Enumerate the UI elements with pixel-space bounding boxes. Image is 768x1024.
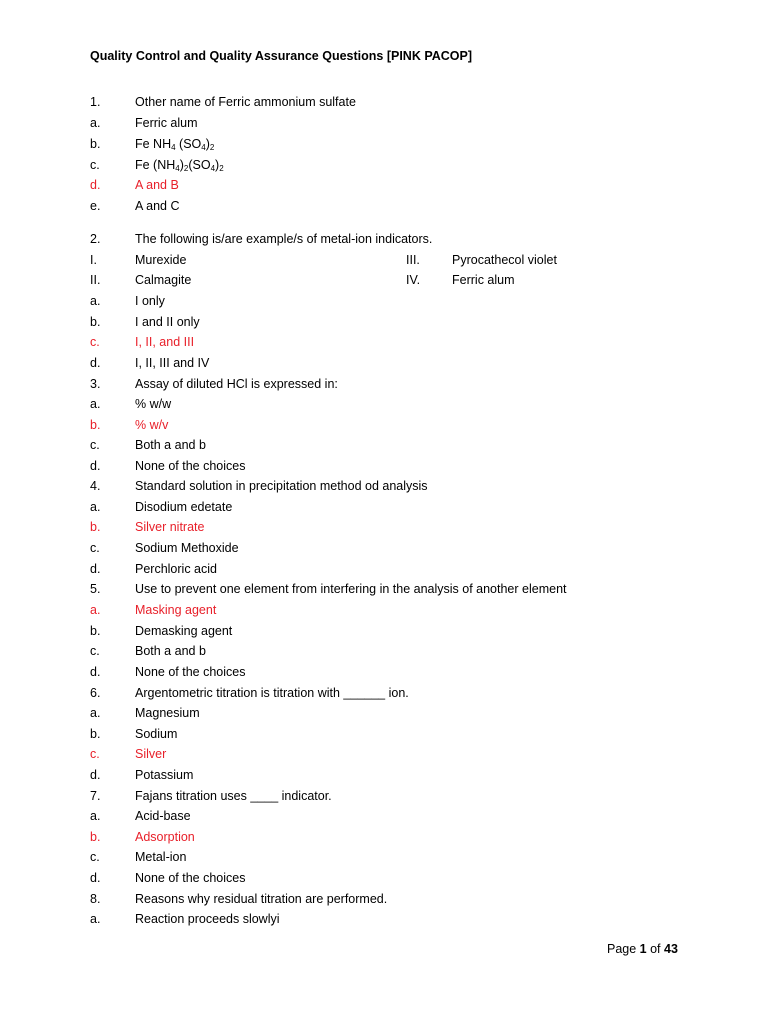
item-text: Adsorption: [135, 830, 195, 844]
item-marker: c.: [90, 438, 100, 452]
item-marker: a.: [90, 116, 101, 130]
item-marker-col2: IV.: [406, 273, 421, 287]
item-marker: 1.: [90, 95, 101, 109]
item-marker: d.: [90, 562, 101, 576]
item-text: Fajans titration uses ____ indicator.: [135, 789, 332, 803]
item-text: [135, 156, 224, 174]
item-text: Murexide: [135, 253, 187, 267]
item-text: Silver: [135, 747, 167, 761]
item-text: Sodium Methoxide: [135, 541, 239, 555]
item-marker: a.: [90, 603, 101, 617]
item-marker: 4.: [90, 479, 101, 493]
item-text: None of the choices: [135, 871, 246, 885]
item-marker: II.: [90, 273, 101, 287]
page-current: 1: [639, 942, 647, 956]
formula-part: (SO: [188, 158, 211, 172]
document-title: Quality Control and Quality Assurance Questions [PINK PACOP]: [90, 49, 473, 63]
item-marker: c.: [90, 158, 100, 172]
item-text: Reaction proceeds slowlyi: [135, 912, 280, 926]
item-text: A and B: [135, 178, 179, 192]
item-marker: 3.: [90, 377, 101, 391]
item-text: Acid-base: [135, 809, 191, 823]
item-text: None of the choices: [135, 665, 246, 679]
item-text: Reasons why residual titration are performed.: [135, 892, 388, 906]
formula-part: Fe NH: [135, 137, 172, 151]
item-text: I, II, III and IV: [135, 356, 210, 370]
item-text: [135, 135, 214, 153]
item-text: Sodium: [135, 727, 178, 741]
formula-part: Fe (NH: [135, 158, 176, 172]
item-text: Silver nitrate: [135, 520, 205, 534]
item-marker: 8.: [90, 892, 101, 906]
item-text: Both a and b: [135, 438, 206, 452]
item-marker: b.: [90, 315, 101, 329]
formula-subscript: 2: [209, 143, 215, 152]
item-marker: b.: [90, 418, 101, 432]
item-text: Magnesium: [135, 706, 200, 720]
item-marker: e.: [90, 199, 101, 213]
item-marker: b.: [90, 727, 101, 741]
item-marker: d.: [90, 459, 101, 473]
item-marker: 2.: [90, 232, 101, 246]
item-text: Demasking agent: [135, 624, 233, 638]
item-text: Perchloric acid: [135, 562, 217, 576]
item-marker: d.: [90, 178, 101, 192]
item-marker: c.: [90, 335, 100, 349]
formula-subscript: 4: [171, 143, 176, 152]
formula-part: ): [215, 158, 220, 172]
item-marker: a.: [90, 912, 101, 926]
item-text: Metal-ion: [135, 850, 187, 864]
item-marker: d.: [90, 871, 101, 885]
item-text: Use to prevent one element from interfering in the analysis of another element: [135, 582, 567, 596]
item-marker-col2: III.: [406, 253, 420, 267]
item-text: I, II, and III: [135, 335, 195, 349]
item-text: Argentometric titration is titration with ______ ion.: [135, 686, 409, 700]
item-text: Standard solution in precipitation method od analysis: [135, 479, 428, 493]
item-marker: 5.: [90, 582, 101, 596]
item-marker: b.: [90, 830, 101, 844]
item-marker: I.: [90, 253, 97, 267]
item-text: I and II only: [135, 315, 200, 329]
formula-part: ): [205, 137, 210, 151]
page-label: Page: [607, 942, 640, 956]
page-total: 43: [664, 942, 678, 956]
item-marker: a.: [90, 706, 101, 720]
formula-subscript: 4: [175, 164, 180, 173]
item-marker: 7.: [90, 789, 101, 803]
item-text: I only: [135, 294, 165, 308]
item-text: The following is/are example/s of metal-ion indicators.: [135, 232, 433, 246]
formula-part: ): [179, 158, 184, 172]
formula-subscript: 2: [183, 164, 189, 173]
item-text: A and C: [135, 199, 180, 213]
item-marker: b.: [90, 137, 101, 151]
item-text: Both a and b: [135, 644, 206, 658]
formula-subscript: 4: [201, 143, 206, 152]
item-marker: d.: [90, 665, 101, 679]
formula-subscript: 4: [210, 164, 216, 173]
item-marker: d.: [90, 356, 101, 370]
item-marker: a.: [90, 294, 101, 308]
item-marker: c.: [90, 850, 100, 864]
item-text-col2: Ferric alum: [452, 273, 515, 287]
item-text: Ferric alum: [135, 116, 198, 130]
item-text: Masking agent: [135, 603, 217, 617]
item-text: Potassium: [135, 768, 194, 782]
item-marker: c.: [90, 644, 100, 658]
item-text: Other name of Ferric ammonium sulfate: [135, 95, 356, 109]
item-marker: c.: [90, 747, 100, 761]
item-text: None of the choices: [135, 459, 246, 473]
item-marker: 6.: [90, 686, 101, 700]
item-marker: c.: [90, 541, 100, 555]
item-marker: a.: [90, 809, 101, 823]
item-text: Calmagite: [135, 273, 192, 287]
item-marker: a.: [90, 397, 101, 411]
item-marker: b.: [90, 624, 101, 638]
item-marker: d.: [90, 768, 101, 782]
item-text: Assay of diluted HCl is expressed in:: [135, 377, 338, 391]
page-footer: [607, 942, 678, 956]
formula-subscript: 2: [219, 164, 224, 173]
item-text-col2: Pyrocathecol violet: [452, 253, 557, 267]
item-text: Disodium edetate: [135, 500, 233, 514]
formula-part: (SO: [175, 137, 202, 151]
item-marker: b.: [90, 520, 101, 534]
item-text: % w/v: [135, 418, 169, 432]
item-marker: a.: [90, 500, 101, 514]
page-of-label: of: [646, 942, 664, 956]
item-text: % w/w: [135, 397, 172, 411]
